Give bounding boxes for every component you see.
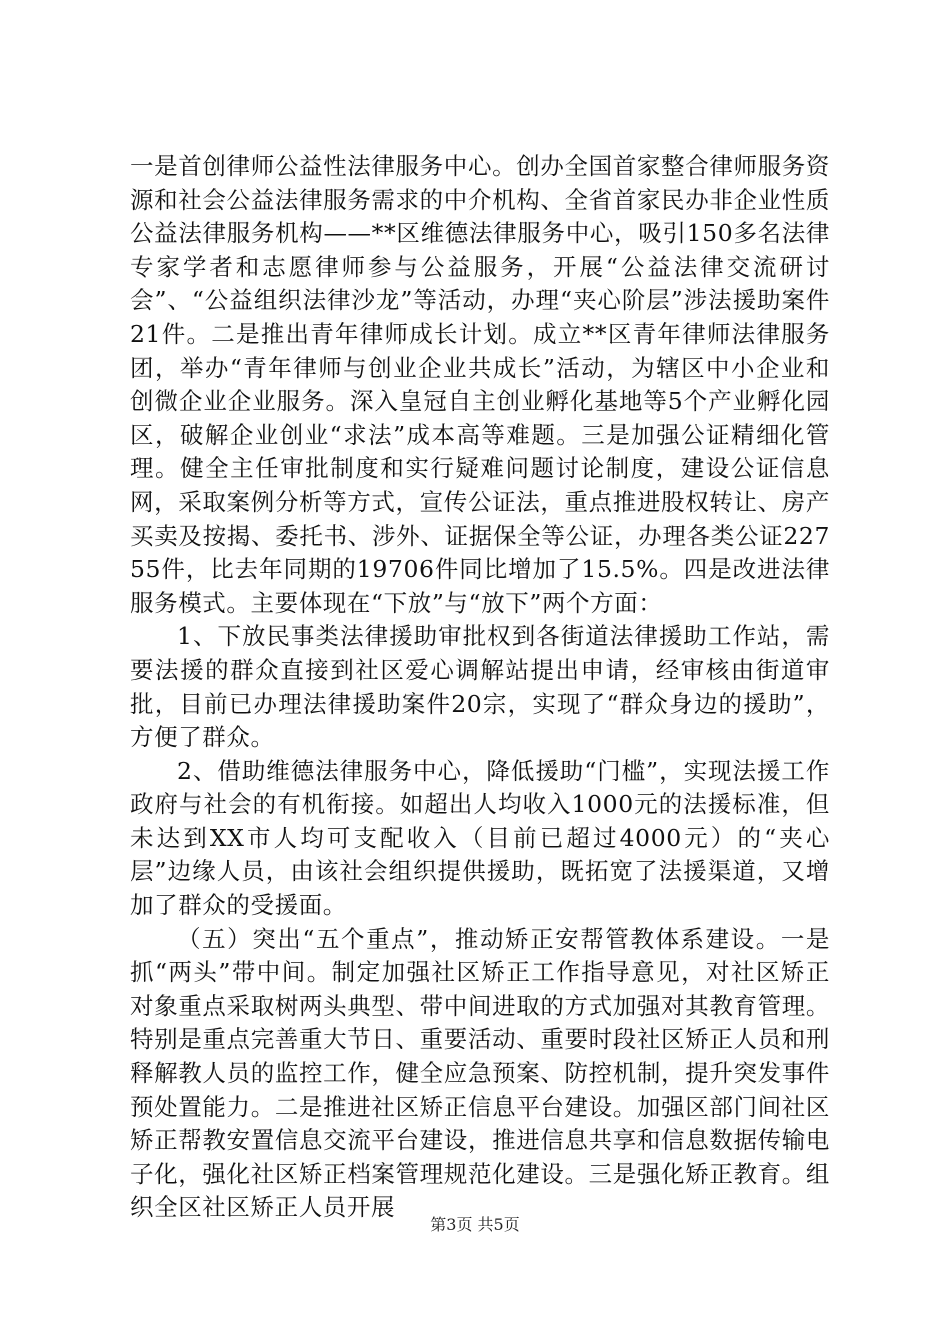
paragraph-item-2: 2、借助维德法律服务中心，降低援助“门槛”，实现法援工作政府与社会的有机衔接。如超出人均收入1000元的法援标准，但未达到XX市人均可支配收入（目前已超过4000元）的“夹心层”边缘人员，由该社会组织提供援助，既拓宽了法援渠道，又增加了群众的受援面。 — [130, 756, 830, 920]
document-body — [130, 150, 830, 1225]
paragraph-section-5: （五）突出“五个重点”，推动矫正安帮管教体系建设。一是抓“两头”带中间。制定加强社区矫正工作指导意见，对社区矫正对象重点采取树两头典型、带中间进取的方式加强对其教育管理。特别是重点完善重大节日、重要活动、重要时段社区矫正人员和刑释解教人员的监控工作，健全应急预案、防控机制，提升突发事件预处置能力。二是推进社区矫正信息平台建设。加强区部门间社区矫正帮教安置信息交流平台建设，推进信息共享和信息数据传输电子化，强化社区矫正档案管理规范化建设。三是强化矫正教育。组织全区社区矫正人员开展 — [130, 924, 830, 1222]
paragraph-legal-services: 一是首创律师公益性法律服务中心。创办全国首家整合律师服务资源和社会公益法律服务需求的中介机构、全省首家民办非企业性质公益法律服务机构——**区维德法律服务中心，吸引150多名法律专家学者和志愿律师参与公益服务，开展“公益法律交流研讨会”、“公益组织法律沙龙”等活动，办理“夹心阶层”涉法援助案件21件。二是推出青年律师成长计划。成立**区青年律师法律服务团，举办“青年律师与创业企业共成长”活动，为辖区中小企业和创微企业企业服务。深入皇冠自主创业孵化基地等5个产业孵化园区，破解企业创业“求法”成本高等难题。三是加强公证精细化管理。健全主任审批制度和实行疑难问题讨论制度，建设公证信息网，采取案例分析等方式，宣传公证法，重点推进股权转让、房产买卖及按揭、委托书、涉外、证据保全等公证，办理各类公证22755件，比去年同期的19706件同比增加了15.5%。四是改进法律服务模式。主要体现在“下放”与“放下”两个方面： — [130, 152, 830, 617]
paragraph-item-1: 1、下放民事类法律援助审批权到各街道法律援助工作站，需要法援的群众直接到社区爱心调解站提出申请，经审核由街道审批，目前已办理法律援助案件20宗，实现了“群众身边的援助”，方便了群众。 — [130, 622, 830, 752]
page-number-footer: 第3页 共5页 — [430, 1215, 520, 1234]
